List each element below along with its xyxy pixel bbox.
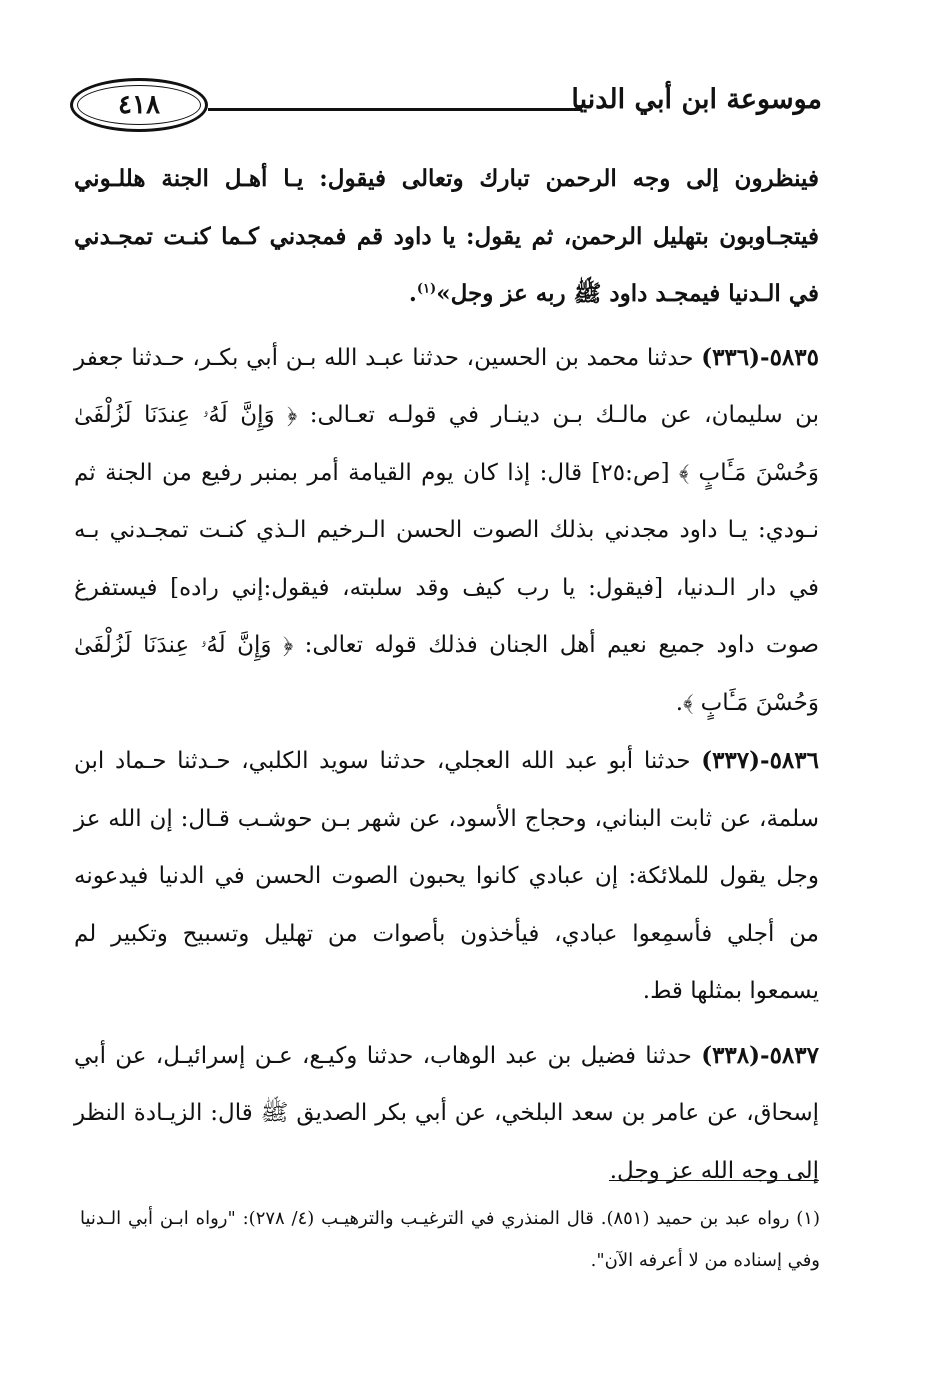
- page-number-frame: [70, 78, 208, 132]
- footnote-separator: [609, 1180, 819, 1181]
- hadith-number: ٥٨٣٧-(٣٣٨): [701, 1041, 819, 1069]
- hadith-5836: [74, 732, 819, 1021]
- header-rule: [208, 108, 582, 111]
- hadith-number: ٥٨٣٥-(٣٣٦): [701, 343, 819, 371]
- hadith-text: حدثنا محمد بن الحسين، حدثنا عبـد الله بـن أبي بكـر، حـدثنا جعفر بن سليمان، عن مالـك بـن دينـار في قولـه تعـالى: ﴿ وَإِنَّ لَهُۥ عِندَنَا لَزُلْفَىٰ وَحُسْنَ مَـَٔابٍ ﴾ [ص:٢٥] قال: إذا كان يوم القيامة أمر بمنبر رفيع من الجنة ثم نـودي: يـا داود مجدني بذلك الصوت الحسن الـرخيم الـذي كنـت تمجـدني بـه في دار الـدنيا، [فيقول: يا رب كيف وقد سلبته، فيقول:إني راده] فيستفرغ صوت داود جميع نعيم أهل الجنان فذلك قوله تعالى: ﴿ وَإِنَّ لَهُۥ عِندَنَا لَزُلْفَىٰ وَحُسْنَ مَـَٔابٍ ﴾.: [74, 344, 819, 716]
- footnote-ref: (١): [416, 281, 437, 297]
- paragraph-intro: [74, 150, 819, 323]
- hadith-text: حدثنا فضيل بن عبد الوهاب، حدثنا وكيـع، عـن إسرائيـل، عن أبي إسحاق، عن عامر بن سعد البلخي، عن أبي بكر الصديق ﷺ قال: الزيـادة النظر إلى وجه الله عز وجل.: [74, 1042, 819, 1184]
- page-header: [70, 78, 822, 138]
- footnote-1: (١) رواه عبد بن حميد (٨٥١). قال المنذري في الترغيـب والترهيـب (٤/ ٢٧٨): "رواه ابـن أبي الـدنيا وفي إسناده من لا أعرفه الآن".: [80, 1208, 820, 1271]
- running-title: موسوعة ابن أبي الدنيا: [571, 84, 822, 115]
- hadith-text: حدثنا أبو عبد الله العجلي، حدثنا سويد الكلبي، حـدثنا حـماد ابن سلمة، عن ثابت البناني، وحجاج الأسود، عن شهر بـن حوشـب قـال: إن الله عز وجل يقول للملائكة: إن عبادي كانوا يحبون الصوت الحسن في الدنيا فيدعونه من أجلي فأسمِعوا عبادي، فيأخذون بأصوات من تهليل وتسبيح وتكبير لم يسمعوا بمثلها قط.: [74, 748, 819, 1004]
- main-text: [74, 150, 819, 1200]
- hadith-5835: [74, 329, 819, 733]
- footnotes: [80, 1198, 820, 1282]
- paragraph-tail: .: [408, 280, 417, 307]
- page-number: ٤١٨: [118, 90, 160, 120]
- hadith-number: ٥٨٣٦-(٣٣٧): [701, 747, 819, 774]
- paragraph-text: فينظرون إلى وجه الرحمن تبارك وتعالى فيقول: يـا أهـل الجنة هللـوني فيتجـاوبون بتهليل الرحمن، ثم يقول: يا داود قم فمجدني كـما كنـت تمجـدني في الـدنيا فيمجـد داود ﷺ ربه عز وجل»: [74, 165, 819, 307]
- hadith-5837: [74, 1027, 819, 1201]
